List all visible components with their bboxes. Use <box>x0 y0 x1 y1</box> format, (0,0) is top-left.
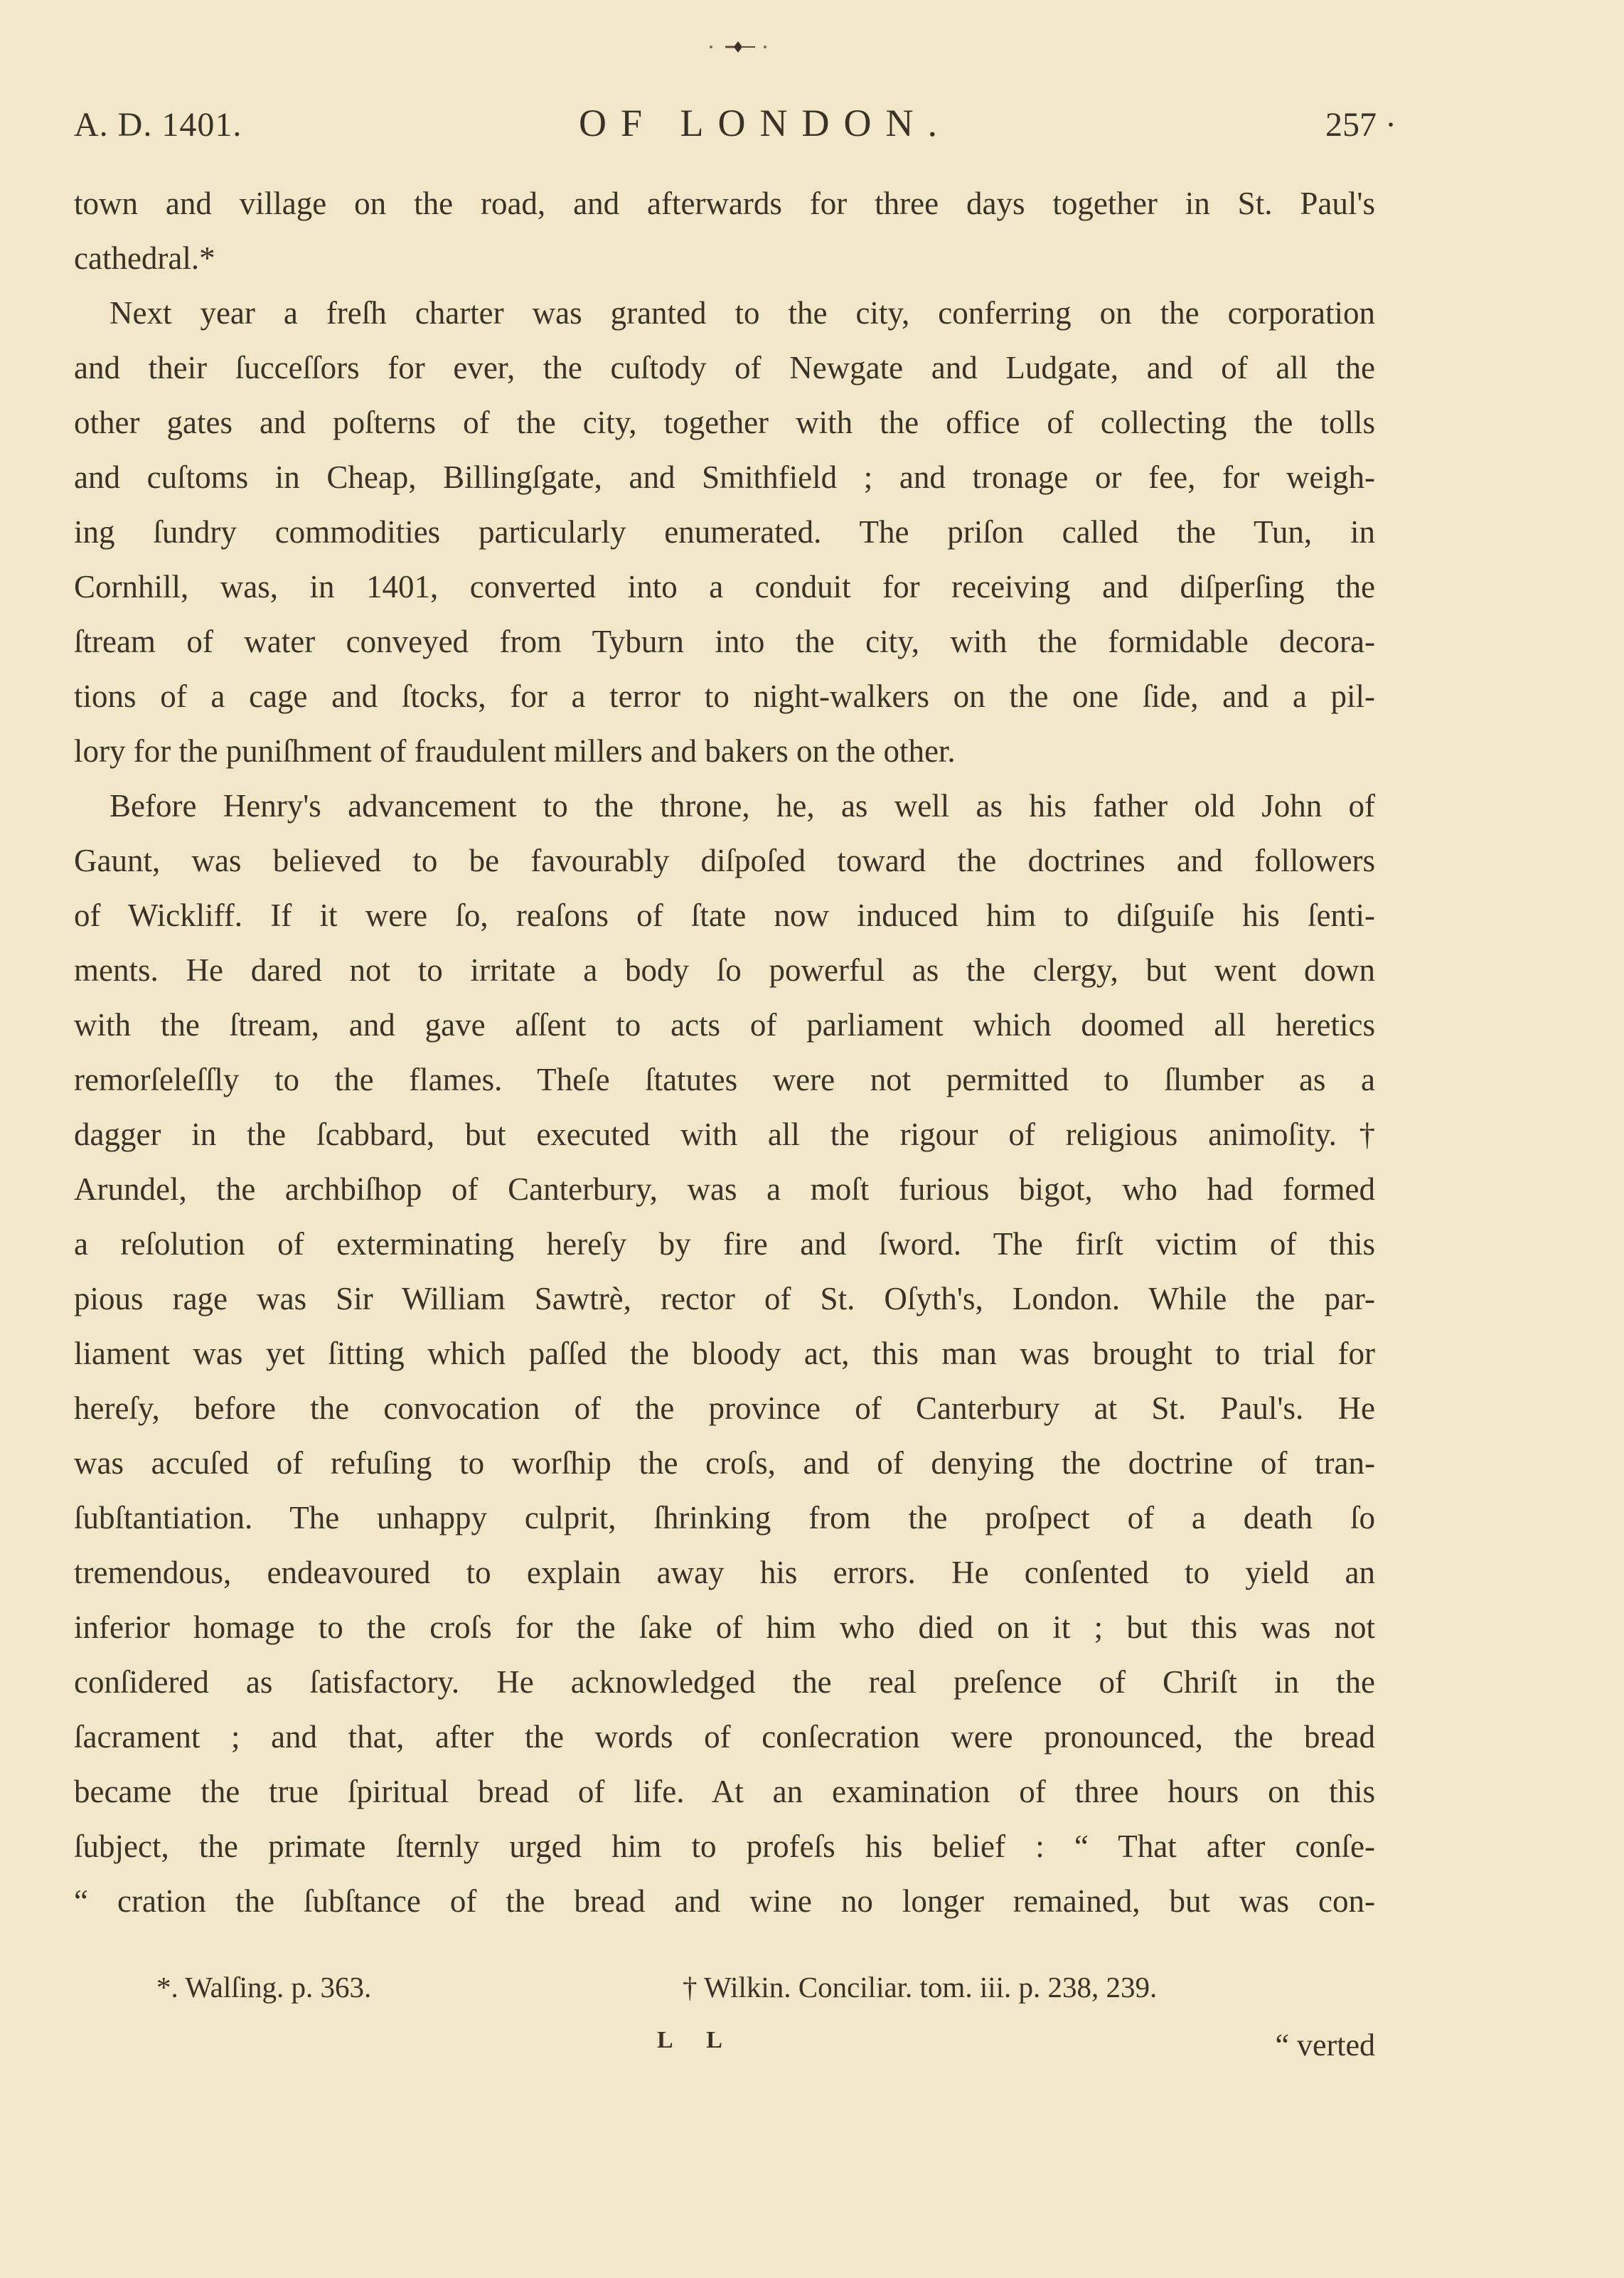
ornament-icon <box>697 28 782 64</box>
footnotes <box>156 1970 1294 2020</box>
text-line: Arundel, the archbiſhop of Canterbury, was a moſt furious bigot, who had formed <box>74 1171 1375 1207</box>
text-line: ſubſtantiation. The unhappy culprit, ſhrinking from the proſpect of a death ſo <box>74 1500 1375 1535</box>
text-line: conſidered as ſatisfactory. He acknowledged the real preſence of Chriſt in the <box>74 1664 1375 1700</box>
text-line: town and village on the road, and afterwards for three days together in St. Paul's <box>74 186 1375 221</box>
text-line: Gaunt, was believed to be favourably diſpoſed toward the doctrines and followers <box>74 843 1375 878</box>
page-number: 257 · <box>1325 106 1396 144</box>
text-line: with the ſtream, and gave aſſent to acts of parliament which doomed all heretics <box>74 1007 1375 1043</box>
text-line: ſacrament ; and that, after the words of conſecration were pronounced, the bread <box>74 1719 1375 1755</box>
signature-mark: L L <box>657 2027 737 2053</box>
running-header <box>74 102 1396 162</box>
text-line: liament was yet ſitting which paſſed the bloody act, this man was brought to trial for <box>74 1336 1375 1371</box>
text-line: inferior homage to the croſs for the ſake of him who died on it ; but this was not <box>74 1609 1375 1645</box>
text-line: cathedral.* <box>74 240 215 276</box>
text-line: and their ſucceſſors for ever, the cuſtody of Newgate and Ludgate, and of all the <box>74 350 1375 385</box>
body-text <box>74 176 1375 1929</box>
text-line: ſtream of water conveyed from Tyburn into the city, with the formidable decora- <box>74 624 1375 659</box>
header-date: A. D. 1401. <box>74 106 242 144</box>
page-foot <box>74 2027 1375 2077</box>
text-line: pious rage was Sir William Sawtrè, rector of St. Oſyth's, London. While the par- <box>74 1281 1375 1316</box>
footnote-walsing: *. Walſing. p. 363. <box>156 1971 372 2003</box>
text-line: remorſeleſſly to the flames. Theſe ſtatutes were not permitted to ſlumber as a <box>74 1062 1375 1097</box>
text-line: ſubject, the primate ſternly urged him to profeſs his belief : “ That after conſe- <box>74 1829 1375 1864</box>
text-line: hereſy, before the convocation of the province of Canterbury at St. Paul's. He <box>74 1390 1375 1426</box>
text-line: other gates and poſterns of the city, together with the office of collecting the tolls <box>74 405 1375 440</box>
text-line: and cuſtoms in Cheap, Billingſgate, and Smithfield ; and tronage or fee, for weigh- <box>74 459 1375 495</box>
text-line: dagger in the ſcabbard, but executed with all the rigour of religious animoſity.† <box>74 1117 1375 1152</box>
text-line: of Wickliff. If it were ſo, reaſons of ſtate now induced him to diſguiſe his ſenti- <box>74 898 1375 933</box>
catchword: “ verted <box>1275 2028 1375 2063</box>
footnote-wilkin: † Wilkin. Conciliar. tom. iii. p. 238, 239. <box>683 1971 1158 2003</box>
text-line: Next year a freſh charter was granted to the city, conferring on the corporation <box>109 295 1375 331</box>
text-line: became the true ſpiritual bread of life. At an examination of three hours on this <box>74 1774 1375 1809</box>
text-line: lory for the puniſhment of fraudulent millers and bakers on the other. <box>74 733 956 769</box>
text-line: Cornhill, was, in 1401, converted into a conduit for receiving and diſperſing the <box>74 569 1375 605</box>
text-line: was accuſed of refuſing to worſhip the croſs, and of denying the doctrine of tran- <box>74 1445 1375 1481</box>
text-line: a reſolution of exterminating hereſy by fire and ſword. The firſt victim of this <box>74 1226 1375 1262</box>
text-line: tremendous, endeavoured to explain away his errors. He conſented to yield an <box>74 1555 1375 1590</box>
text-line: tions of a cage and ſtocks, for a terror to night-walkers on the one ſide, and a pil- <box>74 678 1375 714</box>
text-line: “ cration the ſubſtance of the bread and wine no longer remained, but was con- <box>74 1883 1375 1919</box>
text-line: Before Henry's advancement to the throne, he, as well as his father old John of <box>109 788 1375 824</box>
text-line: ing ſundry commodities particularly enumerated. The priſon called the Tun, in <box>74 514 1375 550</box>
header-title: OF LONDON. <box>579 102 951 144</box>
text-line: ments. He dared not to irritate a body ſo powerful as the clergy, but went down <box>74 952 1375 988</box>
